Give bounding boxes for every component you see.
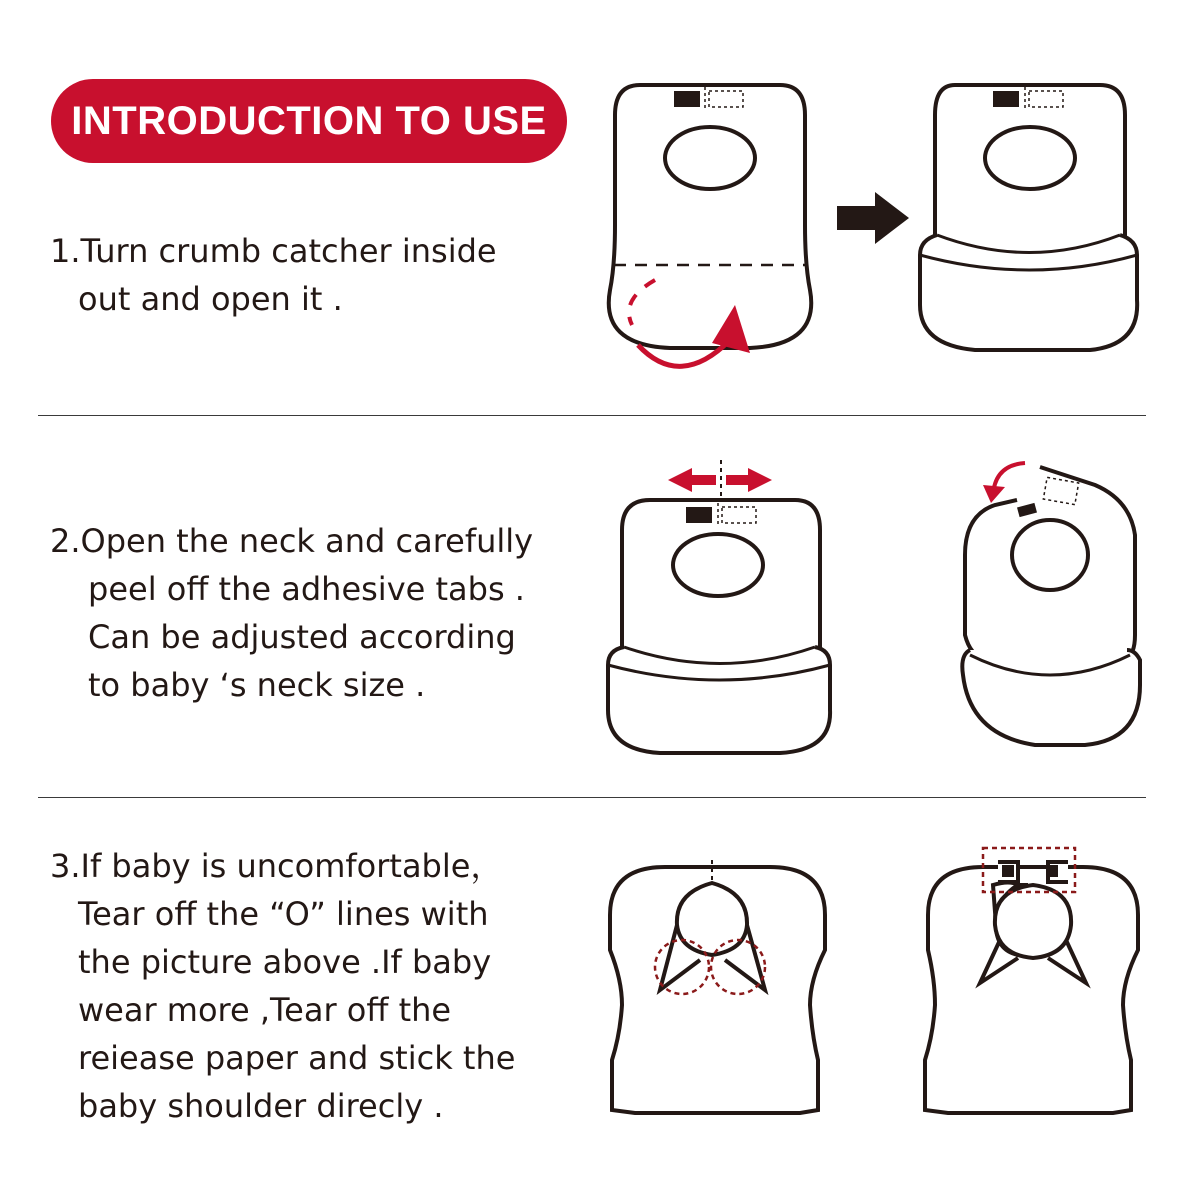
bib-tab-peeled-illustration [955, 455, 1155, 755]
bib-tear-o-lines-illustration [600, 855, 835, 1120]
step-3-line-2: Tear off the “O” lines with [78, 895, 489, 933]
step-3-line-6: baby shoulder direcly . [78, 1087, 444, 1125]
step-1-line-2: out and open it . [78, 280, 343, 318]
bib-with-pocket-opened-illustration [915, 75, 1145, 360]
bib-with-fold-line-illustration [600, 75, 820, 375]
step-2-text [50, 517, 533, 709]
step-1-text [50, 227, 497, 323]
step-3-line-4: wear more ,Tear off the [78, 991, 452, 1029]
step-2-line-3: Can be adjusted according [88, 618, 516, 656]
section-title: INTRODUCTION TO USE [71, 98, 547, 143]
section-divider-2 [38, 797, 1146, 798]
step-3-text [50, 842, 515, 1130]
next-step-arrow-icon [835, 190, 911, 246]
step-3-line-1: 3.If baby is uncomfortable， [50, 847, 503, 885]
step-1-line-1: 1.Turn crumb catcher inside [50, 232, 497, 270]
step-2-line-2: peel off the adhesive tabs . [88, 570, 525, 608]
step-2-line-1: 2.Open the neck and carefully [50, 522, 534, 560]
bib-neck-adjust-illustration [600, 455, 840, 760]
step-3-line-5: reiease paper and stick the [78, 1039, 516, 1077]
step-3-line-3: the picture above .If baby [78, 943, 492, 981]
bib-shoulder-tabs-illustration [918, 840, 1148, 1120]
section-divider-1 [38, 415, 1146, 416]
step-2-line-4: to baby ‘s neck size . [88, 666, 426, 704]
section-title-badge [51, 79, 567, 163]
